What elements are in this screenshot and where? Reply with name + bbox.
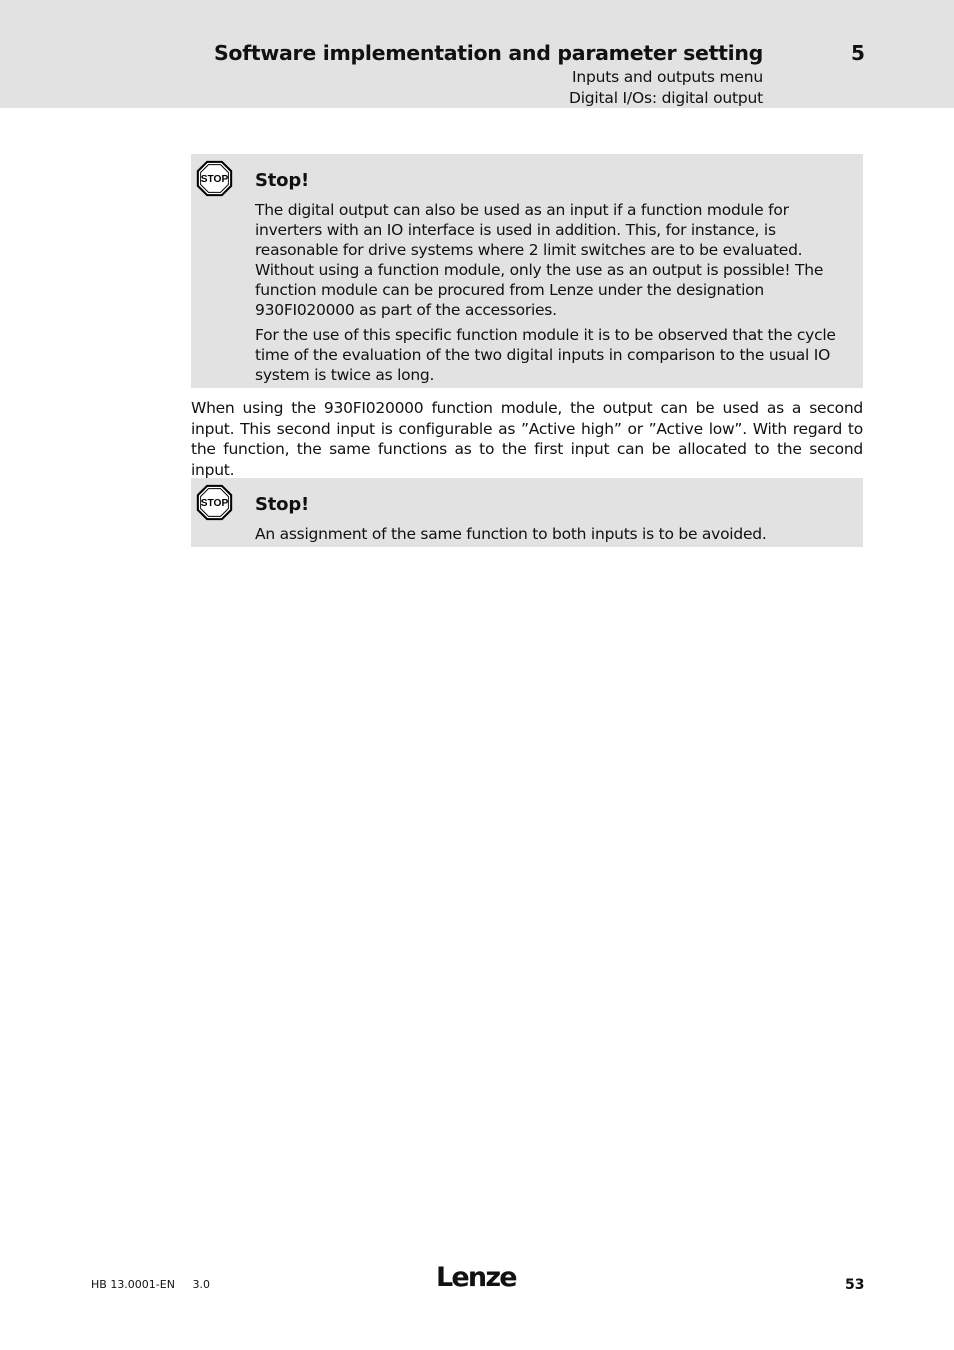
chapter-title: Software implementation and parameter setting <box>213 41 763 65</box>
section-title: Inputs and outputs menu <box>571 68 763 86</box>
stop-sign-label: STOP <box>200 498 229 510</box>
stop-sign-icon <box>196 160 233 197</box>
stop-note <box>191 154 863 388</box>
body-paragraph: When using the 930FI020000 function module, the output can be used as a second input. This second input is configurable as ”Active high” or ”Active low”. With regard to the function, the same functions as to the first input can be allocated to the second input. <box>191 399 863 479</box>
page-header <box>0 0 954 108</box>
lenze-logo: Lenze <box>436 1262 516 1293</box>
page-number: 53 <box>845 1277 865 1293</box>
note-paragraph: The digital output can also be used as an input if a function module for inverters with an IO interface is used in addition. This, for instance, is reasonable for drive systems where 2 limit switches are to be evaluated. Without using a function module, only the use as an output is possible! The function module can be procured from Lenze under the designation 930FI020000 as part of the accessories. <box>255 201 824 319</box>
note-heading: Stop! <box>255 170 310 191</box>
stop-sign-icon <box>196 484 233 521</box>
document-id: HB 13.0001-EN <box>91 1278 175 1291</box>
footer-document-info <box>91 1278 210 1291</box>
note-paragraph: An assignment of the same function to both inputs is to be avoided. <box>255 525 767 543</box>
note-paragraph: For the use of this specific function module it is to be observed that the cycle time of the evaluation of the two digital inputs in comparison to the usual IO system is twice as long. <box>255 326 836 384</box>
note-heading: Stop! <box>255 494 310 515</box>
stop-sign-label: STOP <box>200 174 229 186</box>
chapter-number: 5 <box>851 41 865 65</box>
stop-note <box>191 478 863 547</box>
subsection-title: Digital I/Os: digital output <box>568 89 763 107</box>
document-version: 3.0 <box>192 1278 210 1291</box>
